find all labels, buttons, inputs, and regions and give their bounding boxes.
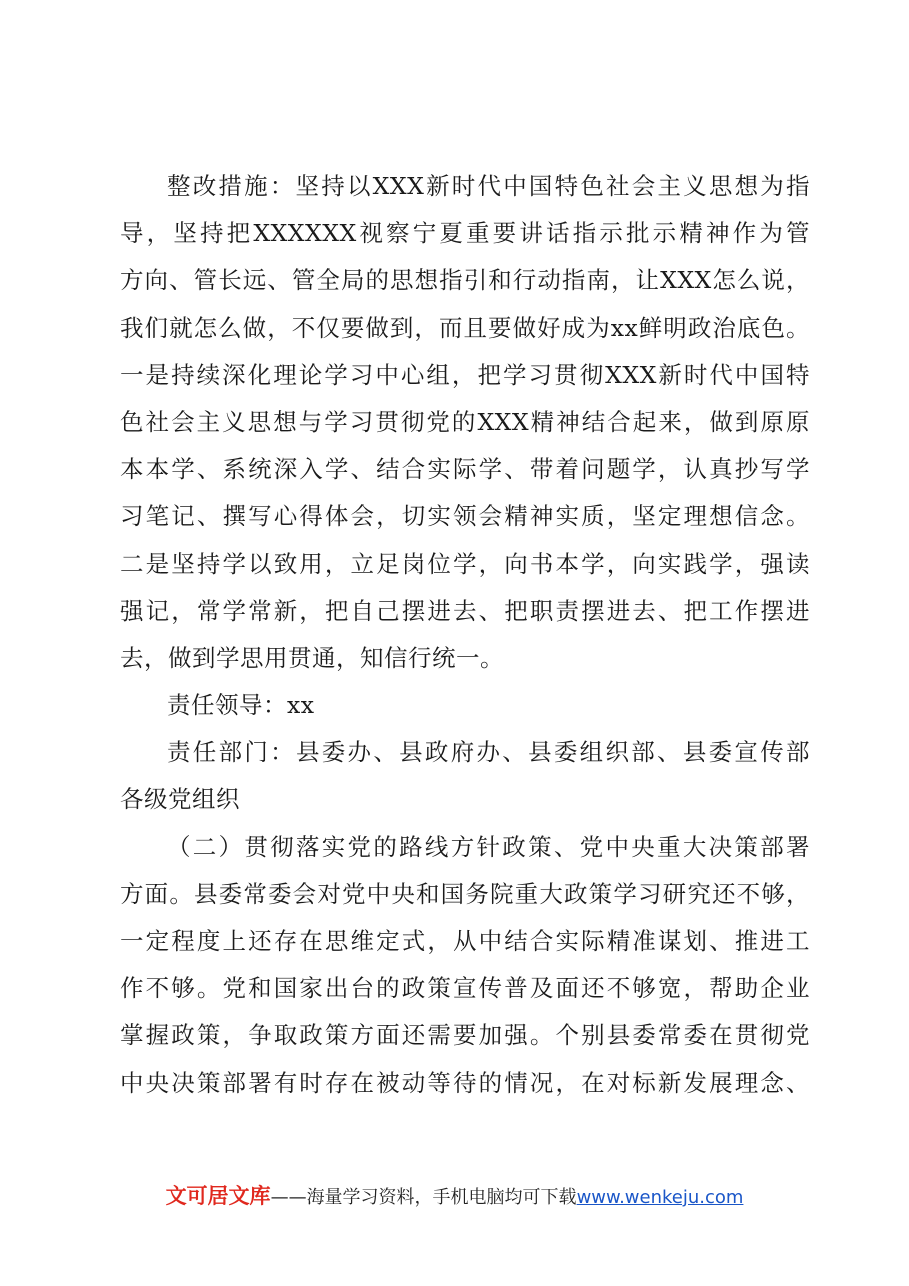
text-line: 色社会主义思想与学习贯彻党的XXX精神结合起来，做到原原 [120,407,810,436]
text-line: 二是坚持学以致用，立足岗位学，向书本学，向实践学，强读 [120,549,810,578]
text-line: 作不够。党和国家出台的政策宣传普及面还不够宽，帮助企业 [120,974,810,1003]
text-line: 习笔记、撰写心得体会，切实领会精神实质，坚定理想信念。 [120,502,810,531]
text-line: 一是持续深化理论学习中心组，把学习贯彻XXX新时代中国特 [120,360,810,389]
text-line: 整改措施：坚持以XXX新时代中国特色社会主义思想为指 [167,172,810,200]
text-line: 本本学、系统深入学、结合实际学、带着问题学，认真抄写学 [120,455,810,484]
text-line: 掌握政策，争取政策方面还需要加强。个别县委常委在贯彻党 [120,1021,810,1050]
text-line: 中央决策部署有时存在被动等待的情况，在对标新发展理念、 [120,1068,810,1097]
footer-website-link[interactable]: www.wenkeju.com [576,1187,744,1208]
footer-banner [0,1180,909,1210]
text-line: 责任部门：县委办、县政府办、县委组织部、县委宣传部 [167,738,810,767]
text-line: 去，做到学思用贯通，知信行统一。 [120,643,504,672]
text-line: 强记，常学常新，把自己摆进去、把职责摆进去、把工作摆进 [120,596,810,625]
document-body [120,163,810,1107]
text-line: 方向、管长远、管全局的思想指引和行动指南，让XXX怎么说， [120,266,810,295]
footer-tagline: ——海量学习资料，手机电脑均可下载 [270,1187,577,1208]
text-line: 导，坚持把XXXXXX视察宁夏重要讲话指示批示精神作为管 [120,219,810,248]
text-line: （二）贯彻落实党的路线方针政策、党中央重大决策部署 [167,832,810,861]
footer-brand: 文可居文库 [165,1184,271,1208]
text-line: 各级党组织 [120,785,240,814]
text-line: 方面。县委常委会对党中央和国务院重大政策学习研究还不够， [120,879,810,908]
text-line: 责任领导：xx [167,691,315,720]
text-line: 我们就怎么做，不仅要做到，而且要做好成为xx鲜明政治底色。 [120,313,810,342]
text-line: 一定程度上还存在思维定式，从中结合实际精准谋划、推进工 [120,927,810,955]
